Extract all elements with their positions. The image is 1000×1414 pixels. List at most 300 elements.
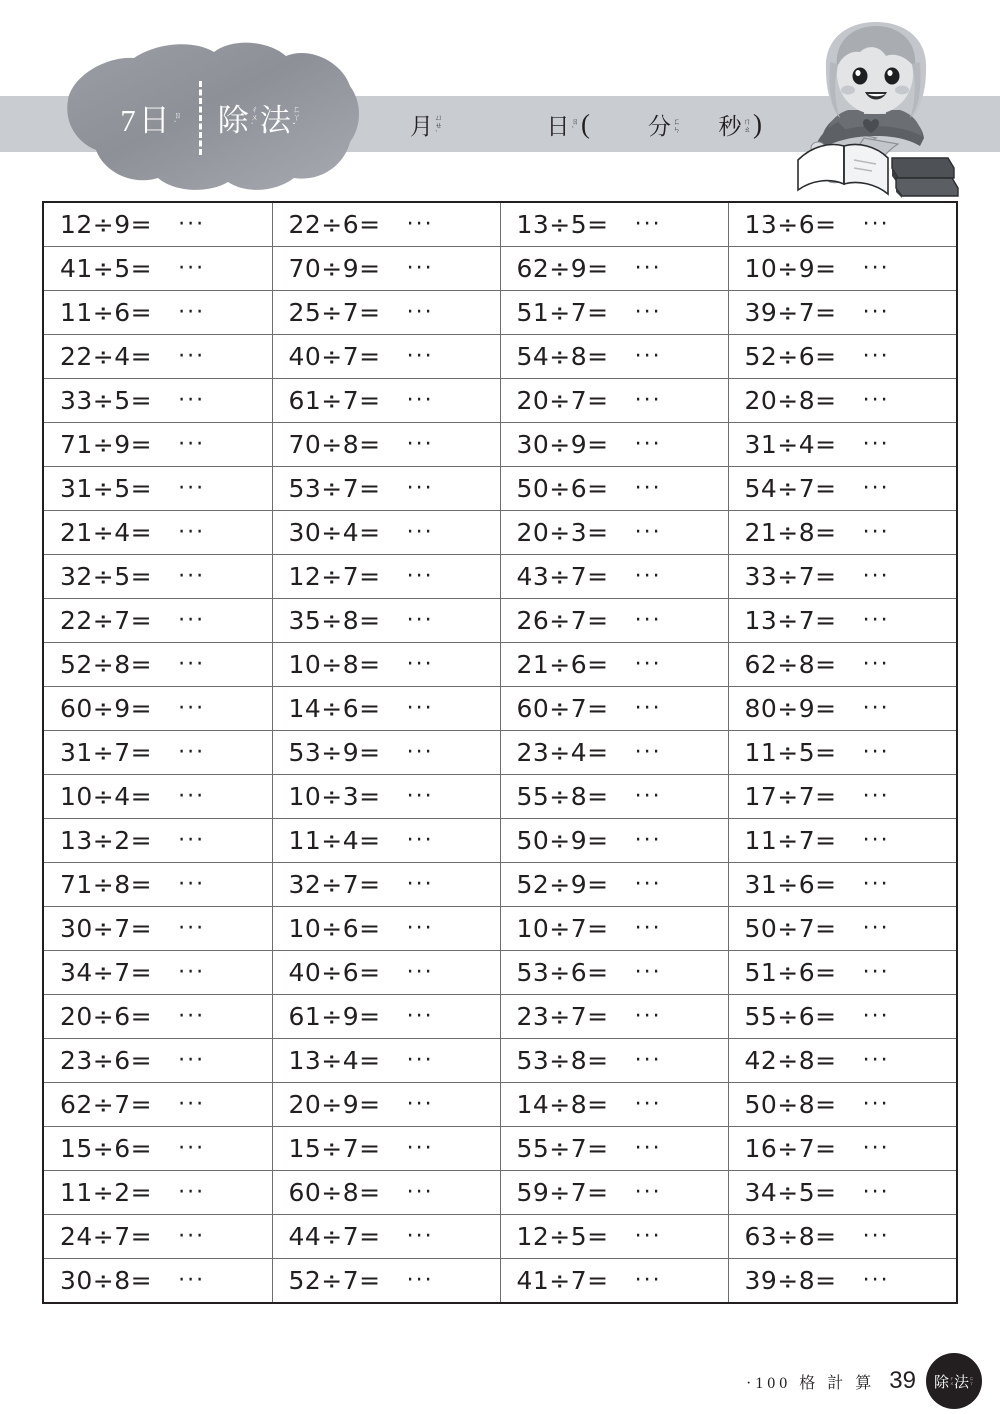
girl-reading-illustration <box>768 18 983 198</box>
problem-cell[interactable] <box>272 423 500 467</box>
problem-cell[interactable] <box>272 1039 500 1083</box>
problem-expression: 15÷7= <box>288 1134 381 1163</box>
problem-expression: 20÷8= <box>744 386 837 415</box>
problem-expression: 42÷8= <box>744 1046 837 1075</box>
table-row <box>44 291 956 335</box>
remainder-ellipsis: ··· <box>178 300 206 325</box>
problem-cell[interactable] <box>728 379 956 423</box>
problem-cell[interactable] <box>44 995 272 1039</box>
remainder-ellipsis: ··· <box>634 212 662 237</box>
problem-cell[interactable] <box>500 863 728 907</box>
remainder-ellipsis: ··· <box>862 564 890 589</box>
remainder-ellipsis: ··· <box>862 652 890 677</box>
page-footer <box>0 1356 1000 1406</box>
table-row <box>44 1259 956 1303</box>
problem-cell[interactable] <box>272 555 500 599</box>
problem-expression: 60÷7= <box>516 694 609 723</box>
problem-expression: 13÷6= <box>744 210 837 239</box>
problem-cell[interactable] <box>500 907 728 951</box>
minute-field[interactable]: 分 ㄈ ㄣ <box>648 113 681 139</box>
remainder-ellipsis: ··· <box>406 916 434 941</box>
table-row <box>44 775 956 819</box>
remainder-ellipsis: ··· <box>406 344 434 369</box>
problem-expression: 11÷7= <box>744 826 837 855</box>
problem-cell[interactable] <box>272 599 500 643</box>
problem-expression: 11÷2= <box>60 1178 153 1207</box>
remainder-ellipsis: ··· <box>862 960 890 985</box>
problem-expression: 17÷7= <box>744 782 837 811</box>
problem-cell[interactable] <box>44 291 272 335</box>
problem-cell[interactable] <box>44 775 272 819</box>
problem-expression: 53÷8= <box>516 1046 609 1075</box>
problem-expression: 51÷7= <box>516 298 609 327</box>
problem-expression: 11÷6= <box>60 298 153 327</box>
remainder-ellipsis: ··· <box>862 916 890 941</box>
problem-cell[interactable] <box>272 643 500 687</box>
problem-cell[interactable] <box>500 511 728 555</box>
problem-cell[interactable] <box>44 467 272 511</box>
problem-expression: 13÷4= <box>288 1046 381 1075</box>
remainder-ellipsis: ··· <box>634 1048 662 1073</box>
problem-cell[interactable] <box>728 907 956 951</box>
second-field[interactable]: 秒 ㄇ ㄠ <box>718 113 751 139</box>
remainder-ellipsis: ··· <box>634 1180 662 1205</box>
remainder-ellipsis: ··· <box>862 1224 890 1249</box>
problem-expression: 60÷8= <box>288 1178 381 1207</box>
problem-expression: 55÷6= <box>744 1002 837 1031</box>
problem-cell[interactable] <box>728 423 956 467</box>
remainder-ellipsis: ··· <box>862 432 890 457</box>
remainder-ellipsis: ··· <box>862 872 890 897</box>
problem-cell[interactable] <box>44 907 272 951</box>
remainder-ellipsis: ··· <box>862 740 890 765</box>
problem-cell[interactable] <box>272 335 500 379</box>
remainder-ellipsis: ··· <box>406 828 434 853</box>
problem-expression: 41÷5= <box>60 254 153 283</box>
title-divider <box>199 81 202 155</box>
problem-cell[interactable] <box>500 1259 728 1303</box>
remainder-ellipsis: ··· <box>178 212 206 237</box>
table-row <box>44 247 956 291</box>
table-row <box>44 379 956 423</box>
remainder-ellipsis: ··· <box>862 1268 890 1293</box>
problem-cell[interactable] <box>500 643 728 687</box>
problem-cell[interactable] <box>728 951 956 995</box>
problem-cell[interactable] <box>500 467 728 511</box>
remainder-ellipsis: ··· <box>178 1048 206 1073</box>
remainder-ellipsis: ··· <box>862 344 890 369</box>
problem-expression: 63÷8= <box>744 1222 837 1251</box>
problem-expression: 14÷8= <box>516 1090 609 1119</box>
problem-expression: 70÷9= <box>288 254 381 283</box>
remainder-ellipsis: ··· <box>406 300 434 325</box>
problem-cell[interactable] <box>44 247 272 291</box>
problem-cell[interactable] <box>500 819 728 863</box>
problem-expression: 26÷7= <box>516 606 609 635</box>
problem-cell[interactable] <box>272 379 500 423</box>
problem-expression: 30÷8= <box>60 1266 153 1295</box>
problem-cell[interactable] <box>728 1127 956 1171</box>
problem-expression: 51÷6= <box>744 958 837 987</box>
problem-cell[interactable] <box>44 643 272 687</box>
problem-cell[interactable] <box>44 1083 272 1127</box>
problem-expression: 70÷8= <box>288 430 381 459</box>
remainder-ellipsis: ··· <box>178 476 206 501</box>
remainder-ellipsis: ··· <box>178 1092 206 1117</box>
problem-cell[interactable] <box>44 863 272 907</box>
remainder-ellipsis: ··· <box>862 256 890 281</box>
problem-expression: 53÷9= <box>288 738 381 767</box>
remainder-ellipsis: ··· <box>178 1136 206 1161</box>
problem-expression: 80÷9= <box>744 694 837 723</box>
problem-cell[interactable] <box>728 1171 956 1215</box>
problem-expression: 23÷6= <box>60 1046 153 1075</box>
problem-cell[interactable] <box>272 775 500 819</box>
page-title <box>62 40 360 195</box>
remainder-ellipsis: ··· <box>862 1004 890 1029</box>
problem-cell[interactable] <box>728 1083 956 1127</box>
remainder-ellipsis: ··· <box>178 388 206 413</box>
problem-cell[interactable] <box>272 1083 500 1127</box>
problem-cell[interactable] <box>272 511 500 555</box>
remainder-ellipsis: ··· <box>406 1004 434 1029</box>
problem-expression: 43÷7= <box>516 562 609 591</box>
remainder-ellipsis: ··· <box>862 476 890 501</box>
problem-cell[interactable] <box>728 291 956 335</box>
remainder-ellipsis: ··· <box>178 432 206 457</box>
remainder-ellipsis: ··· <box>634 388 662 413</box>
problem-expression: 20÷9= <box>288 1090 381 1119</box>
footer-label: ·100 格 計 算 <box>745 1374 876 1392</box>
remainder-ellipsis: ··· <box>862 300 890 325</box>
table-row <box>44 1127 956 1171</box>
second-zhuyin: ㄇ ㄠ <box>743 117 751 134</box>
problem-cell[interactable] <box>728 995 956 1039</box>
remainder-ellipsis: ··· <box>634 476 662 501</box>
problem-expression: 55÷8= <box>516 782 609 811</box>
problem-cell[interactable] <box>272 995 500 1039</box>
problem-cell[interactable] <box>44 1127 272 1171</box>
title-day-zhuyin: ㄖ ˋ <box>173 111 183 129</box>
problem-cell[interactable] <box>272 1127 500 1171</box>
remainder-ellipsis: ··· <box>406 564 434 589</box>
table-row <box>44 555 956 599</box>
problem-expression: 31÷5= <box>60 474 153 503</box>
problem-expression: 62÷7= <box>60 1090 153 1119</box>
remainder-ellipsis: ··· <box>862 696 890 721</box>
problem-cell[interactable] <box>44 687 272 731</box>
problem-expression: 30÷7= <box>60 914 153 943</box>
badge-char-2-zhuyin: ㄈ ㄚ <box>969 1376 975 1386</box>
problem-cell[interactable] <box>44 1039 272 1083</box>
problem-expression: 21÷4= <box>60 518 153 547</box>
problem-expression: 10÷3= <box>288 782 381 811</box>
problem-cell[interactable] <box>500 247 728 291</box>
badge-char-1-zhuyin: ㄔ ㄨ <box>949 1376 954 1386</box>
problem-cell[interactable] <box>272 203 500 247</box>
problem-expression: 50÷7= <box>744 914 837 943</box>
problem-table <box>44 203 956 1302</box>
problem-cell[interactable] <box>44 1171 272 1215</box>
problem-cell[interactable] <box>728 1039 956 1083</box>
problem-cell[interactable] <box>44 511 272 555</box>
problem-cell[interactable] <box>44 1215 272 1259</box>
problem-expression: 12÷7= <box>288 562 381 591</box>
problem-cell[interactable] <box>272 467 500 511</box>
remainder-ellipsis: ··· <box>634 1136 662 1161</box>
problem-cell[interactable] <box>44 1259 272 1303</box>
problem-cell[interactable] <box>500 599 728 643</box>
problem-expression: 25÷7= <box>288 298 381 327</box>
remainder-ellipsis: ··· <box>178 1180 206 1205</box>
title-topic-char-1-zhuyin: ㄔ ㄨ ˊ <box>250 104 260 131</box>
remainder-ellipsis: ··· <box>178 344 206 369</box>
problem-cell[interactable] <box>728 687 956 731</box>
date-time-entry-row <box>410 96 764 152</box>
table-row <box>44 335 956 379</box>
problem-expression: 20÷7= <box>516 386 609 415</box>
problem-expression: 53÷6= <box>516 958 609 987</box>
remainder-ellipsis: ··· <box>862 1092 890 1117</box>
problem-cell[interactable] <box>272 731 500 775</box>
remainder-ellipsis: ··· <box>634 256 662 281</box>
table-row <box>44 731 956 775</box>
close-paren: ) <box>753 108 762 139</box>
remainder-ellipsis: ··· <box>862 608 890 633</box>
problem-expression: 71÷9= <box>60 430 153 459</box>
problem-cell[interactable] <box>728 599 956 643</box>
problem-expression: 24÷7= <box>60 1222 153 1251</box>
remainder-ellipsis: ··· <box>634 872 662 897</box>
remainder-ellipsis: ··· <box>406 1136 434 1161</box>
remainder-ellipsis: ··· <box>406 740 434 765</box>
problem-expression: 59÷7= <box>516 1178 609 1207</box>
month-field[interactable]: 月 ㄩ ㄝ ˋ <box>410 113 443 139</box>
problem-expression: 33÷5= <box>60 386 153 415</box>
table-row <box>44 1039 956 1083</box>
title-topic-char-2: 法 ㄈ ㄚ ˇ <box>259 103 302 138</box>
problem-cell[interactable] <box>500 1083 728 1127</box>
problem-cell[interactable] <box>500 951 728 995</box>
problem-expression: 13÷7= <box>744 606 837 635</box>
problem-cell[interactable] <box>500 555 728 599</box>
title-topic-char-1: 除 ㄔ ㄨ ˊ <box>217 103 260 138</box>
remainder-ellipsis: ··· <box>178 1268 206 1293</box>
problem-expression: 32÷7= <box>288 870 381 899</box>
problem-cell[interactable] <box>728 1259 956 1303</box>
problem-expression: 54÷8= <box>516 342 609 371</box>
problem-cell[interactable] <box>728 555 956 599</box>
problem-cell[interactable] <box>500 775 728 819</box>
problem-cell[interactable] <box>272 1171 500 1215</box>
remainder-ellipsis: ··· <box>862 1048 890 1073</box>
problem-expression: 50÷9= <box>516 826 609 855</box>
remainder-ellipsis: ··· <box>634 828 662 853</box>
problem-cell[interactable] <box>44 203 272 247</box>
problem-expression: 61÷9= <box>288 1002 381 1031</box>
problem-cell[interactable] <box>44 423 272 467</box>
problem-cell[interactable] <box>728 863 956 907</box>
problem-expression: 54÷7= <box>744 474 837 503</box>
problem-cell[interactable] <box>44 379 272 423</box>
table-row <box>44 203 956 247</box>
problem-cell[interactable] <box>272 247 500 291</box>
problem-cell[interactable] <box>272 907 500 951</box>
problem-cell[interactable] <box>500 203 728 247</box>
remainder-ellipsis: ··· <box>178 1004 206 1029</box>
remainder-ellipsis: ··· <box>178 564 206 589</box>
problem-expression: 41÷7= <box>516 1266 609 1295</box>
remainder-ellipsis: ··· <box>406 1048 434 1073</box>
table-row <box>44 599 956 643</box>
day-field[interactable]: 日 ㄖ ˋ <box>546 113 579 139</box>
problem-cell[interactable] <box>44 819 272 863</box>
page-number: 39 <box>889 1367 916 1394</box>
remainder-ellipsis: ··· <box>862 388 890 413</box>
table-row <box>44 951 956 995</box>
problem-expression: 10÷6= <box>288 914 381 943</box>
problem-cell[interactable] <box>500 1171 728 1215</box>
remainder-ellipsis: ··· <box>634 696 662 721</box>
remainder-ellipsis: ··· <box>178 256 206 281</box>
problem-expression: 62÷8= <box>744 650 837 679</box>
problem-expression: 20÷3= <box>516 518 609 547</box>
remainder-ellipsis: ··· <box>634 740 662 765</box>
problem-expression: 52÷8= <box>60 650 153 679</box>
topic-badge: 除 ㄔ ㄨ 法 ㄈ ㄚ <box>926 1353 982 1409</box>
remainder-ellipsis: ··· <box>634 1268 662 1293</box>
remainder-ellipsis: ··· <box>178 740 206 765</box>
remainder-ellipsis: ··· <box>178 520 206 545</box>
problem-expression: 22÷6= <box>288 210 381 239</box>
problem-expression: 40÷6= <box>288 958 381 987</box>
problem-cell[interactable] <box>728 335 956 379</box>
problem-expression: 22÷4= <box>60 342 153 371</box>
remainder-ellipsis: ··· <box>634 520 662 545</box>
problem-expression: 32÷5= <box>60 562 153 591</box>
problem-expression: 60÷9= <box>60 694 153 723</box>
problem-cell[interactable] <box>728 819 956 863</box>
remainder-ellipsis: ··· <box>634 344 662 369</box>
table-row <box>44 863 956 907</box>
problem-expression: 33÷7= <box>744 562 837 591</box>
problem-expression: 14÷6= <box>288 694 381 723</box>
problem-cell[interactable] <box>728 203 956 247</box>
problem-cell[interactable] <box>272 863 500 907</box>
remainder-ellipsis: ··· <box>406 784 434 809</box>
problem-cell[interactable] <box>728 511 956 555</box>
problem-cell[interactable] <box>500 335 728 379</box>
problem-expression: 20÷6= <box>60 1002 153 1031</box>
remainder-ellipsis: ··· <box>406 212 434 237</box>
remainder-ellipsis: ··· <box>178 696 206 721</box>
table-row <box>44 687 956 731</box>
problem-cell[interactable] <box>500 291 728 335</box>
remainder-ellipsis: ··· <box>406 1092 434 1117</box>
remainder-ellipsis: ··· <box>634 960 662 985</box>
problem-cell[interactable] <box>728 731 956 775</box>
problem-cell[interactable] <box>728 247 956 291</box>
problem-expression: 35÷8= <box>288 606 381 635</box>
remainder-ellipsis: ··· <box>406 432 434 457</box>
remainder-ellipsis: ··· <box>178 1224 206 1249</box>
problem-cell[interactable] <box>500 379 728 423</box>
remainder-ellipsis: ··· <box>862 520 890 545</box>
problem-expression: 12÷5= <box>516 1222 609 1251</box>
remainder-ellipsis: ··· <box>634 432 662 457</box>
problem-expression: 16÷7= <box>744 1134 837 1163</box>
problem-cell[interactable] <box>728 467 956 511</box>
problem-cell[interactable] <box>272 951 500 995</box>
remainder-ellipsis: ··· <box>862 212 890 237</box>
problem-cell[interactable] <box>272 687 500 731</box>
remainder-ellipsis: ··· <box>634 608 662 633</box>
problem-expression: 21÷6= <box>516 650 609 679</box>
problem-cell[interactable] <box>500 1215 728 1259</box>
problem-cell[interactable] <box>500 1127 728 1171</box>
remainder-ellipsis: ··· <box>178 916 206 941</box>
remainder-ellipsis: ··· <box>406 1180 434 1205</box>
problem-cell[interactable] <box>44 951 272 995</box>
month-zhuyin: ㄩ ㄝ ˋ <box>435 113 443 138</box>
problem-expression: 12÷9= <box>60 210 153 239</box>
problem-expression: 34÷7= <box>60 958 153 987</box>
remainder-ellipsis: ··· <box>634 1224 662 1249</box>
problem-cell[interactable] <box>728 775 956 819</box>
problem-cell[interactable] <box>500 687 728 731</box>
remainder-ellipsis: ··· <box>406 1268 434 1293</box>
problem-cell[interactable] <box>272 1259 500 1303</box>
remainder-ellipsis: ··· <box>406 608 434 633</box>
problem-expression: 22÷7= <box>60 606 153 635</box>
open-paren: ( <box>581 108 590 139</box>
problem-cell[interactable] <box>500 1039 728 1083</box>
problem-expression: 40÷7= <box>288 342 381 371</box>
table-row <box>44 643 956 687</box>
problem-cell[interactable] <box>500 731 728 775</box>
problem-cell[interactable] <box>272 291 500 335</box>
problem-cell[interactable] <box>44 555 272 599</box>
remainder-ellipsis: ··· <box>406 256 434 281</box>
problem-expression: 13÷5= <box>516 210 609 239</box>
remainder-ellipsis: ··· <box>634 564 662 589</box>
remainder-ellipsis: ··· <box>178 828 206 853</box>
problem-expression: 53÷7= <box>288 474 381 503</box>
remainder-ellipsis: ··· <box>862 784 890 809</box>
problem-expression: 23÷4= <box>516 738 609 767</box>
problem-expression: 52÷6= <box>744 342 837 371</box>
table-row <box>44 819 956 863</box>
problem-cell[interactable] <box>44 335 272 379</box>
remainder-ellipsis: ··· <box>862 1180 890 1205</box>
remainder-ellipsis: ··· <box>178 652 206 677</box>
remainder-ellipsis: ··· <box>406 960 434 985</box>
table-row <box>44 1215 956 1259</box>
problem-expression: 15÷6= <box>60 1134 153 1163</box>
problem-cell[interactable] <box>500 423 728 467</box>
problem-cell[interactable] <box>44 599 272 643</box>
remainder-ellipsis: ··· <box>406 476 434 501</box>
problem-cell[interactable] <box>272 819 500 863</box>
problem-cell[interactable] <box>500 995 728 1039</box>
problem-cell[interactable] <box>728 1215 956 1259</box>
remainder-ellipsis: ··· <box>634 784 662 809</box>
problem-cell[interactable] <box>44 731 272 775</box>
problem-cell[interactable] <box>728 643 956 687</box>
remainder-ellipsis: ··· <box>406 652 434 677</box>
problem-grid <box>42 201 958 1304</box>
problem-cell[interactable] <box>272 1215 500 1259</box>
